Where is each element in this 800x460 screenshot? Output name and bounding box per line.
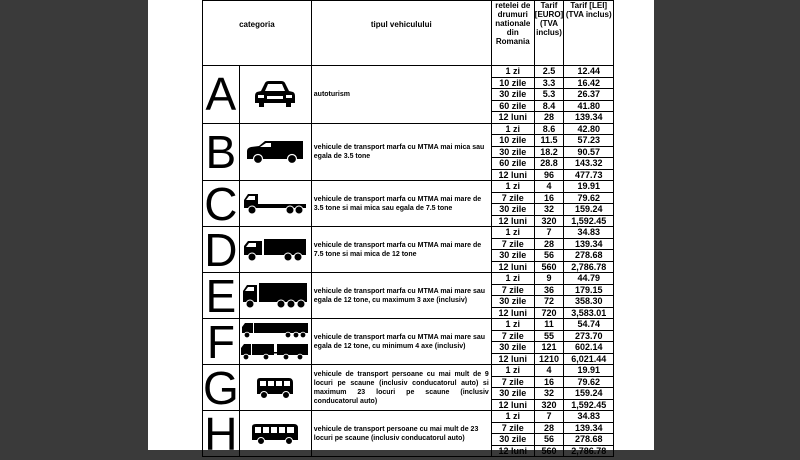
tarif-lei-cell: 2,786.78 — [564, 445, 614, 457]
tarif-euro-cell: 72 — [534, 296, 563, 308]
tarif-lei-cell: 1,592.45 — [564, 215, 614, 227]
category-letter: G — [203, 361, 239, 414]
period-cell: 30 zile — [491, 250, 534, 262]
vehicle-description: autoturism — [311, 66, 491, 124]
tarif-lei-cell: 12.44 — [564, 66, 614, 78]
tarif-euro-cell: 8.4 — [534, 100, 563, 112]
tarif-lei-cell: 57.23 — [564, 135, 614, 147]
tarif-euro-cell: 320 — [534, 399, 563, 411]
table-row — [203, 319, 614, 331]
table-row — [203, 273, 614, 285]
period-cell: 1 zi — [491, 123, 534, 135]
tarif-euro-cell: 320 — [534, 215, 563, 227]
tarif-euro-cell: 36 — [534, 284, 563, 296]
period-cell: 7 zile — [491, 192, 534, 204]
tarif-lei-cell: 273.70 — [564, 330, 614, 342]
tarif-lei-cell: 42.80 — [564, 123, 614, 135]
period-cell: 30 zile — [491, 342, 534, 354]
table-row — [203, 227, 614, 239]
period-cell: 12 luni — [491, 112, 534, 124]
tarif-euro-cell: 560 — [534, 445, 563, 457]
category-letter: H — [204, 407, 238, 460]
tarif-euro-cell: 11.5 — [534, 135, 563, 147]
vehicle-description: vehicule de transport marfa cu MTMA mai mare sau egala de 12 tone, cu minimum 4 axe (inclusiv) — [311, 319, 491, 365]
van-icon — [240, 139, 311, 165]
tarif-lei-cell: 16.42 — [564, 77, 614, 89]
table-row — [203, 181, 614, 193]
period-cell: 12 luni — [491, 445, 534, 457]
tarif-lei-cell: 19.91 — [564, 181, 614, 193]
tarif-euro-cell: 9 — [534, 273, 563, 285]
table-body — [203, 66, 614, 460]
flatbed-truck-icon — [240, 192, 311, 216]
vehicle-icon-cell — [239, 319, 311, 365]
period-cell: 30 zile — [491, 146, 534, 158]
tarif-euro-cell: 7 — [534, 227, 563, 239]
tarif-euro-cell: 2.5 — [534, 66, 563, 78]
period-cell: 30 zile — [491, 204, 534, 216]
table-row — [203, 66, 614, 78]
vehicle-icon-cell — [239, 273, 311, 319]
tarif-lei-cell: 26.37 — [564, 89, 614, 101]
tarif-euro-cell: 4 — [534, 365, 563, 377]
tarif-euro-cell: 56 — [534, 434, 563, 446]
tarif-euro-cell: 8.6 — [534, 123, 563, 135]
tarif-euro-cell: 16 — [534, 192, 563, 204]
vehicle-description: vehicule de transport marfa cu MTMA mai mica sau egala de 3.5 tone — [311, 123, 491, 181]
tarif-lei-cell: 6,021.44 — [564, 353, 614, 365]
period-cell: 10 zile — [491, 135, 534, 147]
header-tarif-euro: Tarif [EURO] (TVA inclus) — [534, 1, 563, 66]
header-row — [203, 1, 614, 66]
table-row — [203, 411, 614, 423]
vehicle-description: vehicule de transport persoane cu mai mult de 9 locuri pe scaune (inclusiv conducatorul auto) si maximum 23 locuri pe scaune (inclusiv conducatorul auto) — [311, 365, 491, 411]
vehicle-description: vehicule de transport marfa cu MTMA mai mare de 3.5 tone si mai mica sau egala de 7.5 tone — [311, 181, 491, 227]
tarif-euro-cell: 96 — [534, 169, 563, 181]
category-letter: B — [203, 123, 240, 181]
tarif-euro-cell: 1210 — [534, 353, 563, 365]
tarif-lei-cell: 54.74 — [564, 319, 614, 331]
tarif-lei-cell: 159.24 — [564, 388, 614, 400]
period-cell: 7 zile — [491, 238, 534, 250]
header-perioada: retelei de drumuri nationale din Romania — [491, 1, 534, 66]
category-letter: E — [203, 273, 240, 319]
tarif-lei-cell: 278.68 — [564, 250, 614, 262]
category-letter: D — [204, 223, 238, 276]
period-cell: 1 zi — [491, 365, 534, 377]
car-icon — [240, 79, 311, 109]
tarif-euro-cell: 56 — [534, 250, 563, 262]
tarif-euro-cell: 28 — [534, 112, 563, 124]
header-tip-vehicul: tipul vehiculului — [311, 1, 491, 66]
vehicle-description: vehicule de transport marfa cu MTMA mai mare de 7.5 tone si mai mica de 12 tone — [311, 227, 491, 273]
tarif-euro-cell: 55 — [534, 330, 563, 342]
category-letter: C — [204, 177, 238, 230]
tarif-euro-cell: 4 — [534, 181, 563, 193]
category-letter: F — [203, 319, 240, 365]
minibus-icon — [240, 376, 311, 400]
tarif-lei-cell: 477.73 — [564, 169, 614, 181]
period-cell: 12 luni — [491, 215, 534, 227]
tarif-lei-cell: 44.79 — [564, 273, 614, 285]
tarif-euro-cell: 5.3 — [534, 89, 563, 101]
tarif-lei-cell: 143.32 — [564, 158, 614, 170]
box-truck-icon — [240, 237, 311, 263]
tarif-euro-cell: 28 — [534, 238, 563, 250]
vehicle-icon-cell — [239, 227, 311, 273]
vehicle-icon-cell — [239, 365, 311, 411]
tarif-euro-cell: 32 — [534, 388, 563, 400]
tarif-lei-cell: 159.24 — [564, 204, 614, 216]
tarif-euro-cell: 16 — [534, 376, 563, 388]
period-cell: 1 zi — [491, 181, 534, 193]
tarif-euro-cell: 28.8 — [534, 158, 563, 170]
period-cell: 12 luni — [491, 307, 534, 319]
period-cell: 30 zile — [491, 296, 534, 308]
tarif-lei-cell: 79.62 — [564, 376, 614, 388]
vehicle-icon-cell — [239, 123, 311, 181]
tarif-euro-cell: 121 — [534, 342, 563, 354]
period-cell: 12 luni — [491, 353, 534, 365]
tarif-euro-cell: 11 — [534, 319, 563, 331]
period-cell: 1 zi — [491, 227, 534, 239]
period-cell: 1 zi — [491, 273, 534, 285]
tarif-lei-cell: 3,583.01 — [564, 307, 614, 319]
tarif-lei-cell: 602.14 — [564, 342, 614, 354]
tarif-lei-cell: 139.34 — [564, 238, 614, 250]
tarif-lei-cell: 41.80 — [564, 100, 614, 112]
tarif-lei-cell: 139.34 — [564, 112, 614, 124]
period-cell: 1 zi — [491, 411, 534, 423]
header-tarif-lei: Tarif [LEI] (TVA inclus) — [564, 1, 614, 66]
table-row — [203, 123, 614, 135]
table-row — [203, 365, 614, 377]
tarif-euro-cell: 3.3 — [534, 77, 563, 89]
period-cell: 7 zile — [491, 422, 534, 434]
period-cell: 60 zile — [491, 100, 534, 112]
tarif-lei-cell: 34.83 — [564, 411, 614, 423]
vignette-tariff-table — [202, 0, 614, 460]
tarif-lei-cell: 278.68 — [564, 434, 614, 446]
large-truck-icon — [240, 282, 311, 310]
tarif-euro-cell: 32 — [534, 204, 563, 216]
tarif-euro-cell: 18.2 — [534, 146, 563, 158]
vehicle-icon-cell — [239, 66, 311, 124]
period-cell: 30 zile — [491, 434, 534, 446]
period-cell: 7 zile — [491, 376, 534, 388]
period-cell: 12 luni — [491, 169, 534, 181]
period-cell: 60 zile — [491, 158, 534, 170]
tarif-lei-cell: 139.34 — [564, 422, 614, 434]
tarif-lei-cell: 90.57 — [564, 146, 614, 158]
truck-trailer-icon — [240, 322, 311, 362]
tarif-lei-cell: 179.15 — [564, 284, 614, 296]
period-cell: 1 zi — [491, 66, 534, 78]
tarif-lei-cell: 34.83 — [564, 227, 614, 239]
vehicle-description: vehicule de transport persoane cu mai mult de 23 locuri pe scaune (inclusiv conducatorul auto) — [311, 411, 491, 457]
period-cell: 1 zi — [491, 319, 534, 331]
tarif-euro-cell: 560 — [534, 261, 563, 273]
tarif-euro-cell: 7 — [534, 411, 563, 423]
vehicle-description: vehicule de transport marfa cu MTMA mai mare sau egala de 12 tone, cu maximum 3 axe (inclusiv) — [311, 273, 491, 319]
bus-icon — [240, 422, 311, 446]
period-cell: 7 zile — [491, 284, 534, 296]
period-cell: 30 zile — [491, 89, 534, 101]
category-letter: A — [203, 66, 240, 124]
period-cell: 12 luni — [491, 261, 534, 273]
period-cell: 30 zile — [491, 388, 534, 400]
tarif-lei-cell: 2,786.78 — [564, 261, 614, 273]
period-cell: 12 luni — [491, 399, 534, 411]
period-cell: 7 zile — [491, 330, 534, 342]
vehicle-icon-cell — [239, 181, 311, 227]
tarif-lei-cell: 1,592.45 — [564, 399, 614, 411]
tarif-euro-cell: 28 — [534, 422, 563, 434]
tarif-lei-cell: 79.62 — [564, 192, 614, 204]
tarif-euro-cell: 720 — [534, 307, 563, 319]
tarif-lei-cell: 358.30 — [564, 296, 614, 308]
tarif-lei-cell: 19.91 — [564, 365, 614, 377]
header-categoria: categoria — [203, 1, 312, 66]
tariff-table-wrapper — [202, 0, 614, 460]
period-cell: 10 zile — [491, 77, 534, 89]
